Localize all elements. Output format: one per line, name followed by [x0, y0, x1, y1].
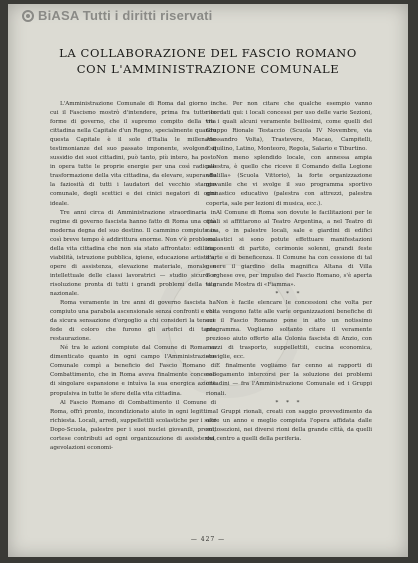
section-separator: * * *	[275, 290, 303, 297]
paragraph: Roma veramente in tre anni di governo fascista ha compiuto una parabola ascensionale senza confronti e che da sicura sensazione d'orgoglio a chi consideri la tenace fede di coloro che furono gli artefici di tanta restaurazione.	[50, 300, 216, 343]
watermark-text: BiASA Tutti i diritti riservati	[38, 8, 213, 23]
paragraph: Né tra le azioni compiute dal Comune di Roma va dimenticato quanto in ogni campo l'Amministrazione Comunale compì a beneficio del Fascio Romano di Combattimento, che in Roma aveva finalmente concesso di singolare espansione e intuìva la sua energica azione propulsiva in tutte le sfere della vita cittadina.	[50, 345, 216, 397]
article-title-line-2: CON L'AMMINISTRAZIONE COMUNALE	[76, 62, 340, 76]
document-page	[8, 4, 408, 557]
paragraph: E finalmente vogliamo far cenno ai rapporti di collegamento intercorsi per la soluzione dei problemi cittadini — fra l'Amministrazione Comunale ed i Gruppi rionali.	[206, 363, 372, 397]
left-column	[50, 100, 216, 453]
paragraph: L'Amministrazione Comunale di Roma dal giorno in cui il Fascismo mostrò d'intendere, prima fra tutte le forme di governo, che il supremo compito della vita cittadina nella Capitale d'un Regno, specialmente quando questa Capitale è il sole d'Italia le millenarie testimonianze del suo passato imponente, svolgono il sussidio dei suoi cittadini, può tanto, più intero, ha posto in opera tutte le proprie energie per una così radicale trasformazione della vita cittadina, da elevare, superando la faziosità di tutti i laudatori del vecchio stampo comunale, degli scettici e dei cinici negatori di ogni ideale.	[50, 101, 216, 207]
paragraph: Tre anni circa di Amministrazione straordinaria in regime di governo fascista hanno fatto di Roma una città moderna degna del suo destino. Il cammino compiuto in così breve tempo è addirittura enorme. Non v'è problema della vita cittadina che non sia stato affrontato: edilizia, viabilità, istruzione pubblica, igiene, educazione artistica, opere di assistenza, elevazione materiale, morale e intellettuale delle classi lavoratrici — studio sicuro e risoluzione pronta di tutti i grandi problemi della vita nazionale.	[50, 209, 216, 297]
paragraph: Non meno splendido locale, con annessa ampia palestra, è quello che riceve il Comando della Legione «Balilla» (Scuola Vittorio), la forte organizzazione giovanile che vi svolge il suo programma sportivo ginnastico educativo (palestra con attrezzi, palestra coperta, sale per lezioni di musica, ecc.).	[206, 155, 372, 207]
paragraph: Al Comune di Roma son dovute le facilitazioni per le quali si affittarono al Teatro Argentina, a nel Teatro di casa, o in palestre locali, sale e giardini di edifici scolastici si sono potute effettuare manifestazioni imponenti di partito, cerimonie solenni, grandi feste d'arte e di beneficenza. Il Comune ha con cessione di tal genere il giardino della magnifica Altana di Villa Borghese ove, per impulso del Fascio Romano, s'è aperta la grande Mostra di «Fiamma».	[206, 209, 372, 288]
right-column	[206, 100, 372, 444]
paragraph: Al Fascio Romano di Combattimento il Comune di Roma, offrì pronto, incondizionato aiuto in ogni legittima richiesta. Locali, arredi, suppellettili scolastiche per i suoi Dopo-Scuola, palestre per i suoi nuclei giovanili, premi, cortese contributi ad ogni organizzazione di assistenza, agevolazioni economi-	[50, 399, 216, 451]
watermark-logo-icon	[22, 10, 34, 22]
paragraph: I Gruppi rionali, creati con saggio provvedimento da oltre un anno e meglio compiuta l'opera affidata dalle sottosezioni, nei diversi rioni della grande città, da quelli del centro a quelli della periferia.	[206, 408, 372, 442]
page-number: — 427 —	[190, 536, 226, 543]
article-title-line-1: LA COLLABORAZIONE DEL FASCIO ROMANO	[59, 46, 357, 60]
watermark	[22, 8, 213, 23]
section-separator: * * *	[275, 399, 303, 406]
paragraph: Non è facile elencare le concessioni che volta per volta vengono fatte alle varie organizzazioni benefiche di cui il Fascio Romano pone in atto un notissimo programma. Vogliamo soltanto citare il veramente prezioso aiuto offerto alla Colonia fascista di Anzio, con mezzi di trasporto, suppellettili, cucina economica, stoviglie, ecc.	[206, 300, 372, 361]
paragraph: che. Per non citare che qualche esempio vanno ricordati qui: i locali concessi per uso delle varie Sezioni, tra i quali alcuni veramente bellissimi, come quelli del Gruppo Rionale Testaccio (Scuola IV Novembre, via Alessandro Volta), Trastevere, Macao, Campitelli, Esquilino, Latino, Monteoro, Regola, Salario e Tiburtino.	[206, 101, 372, 153]
